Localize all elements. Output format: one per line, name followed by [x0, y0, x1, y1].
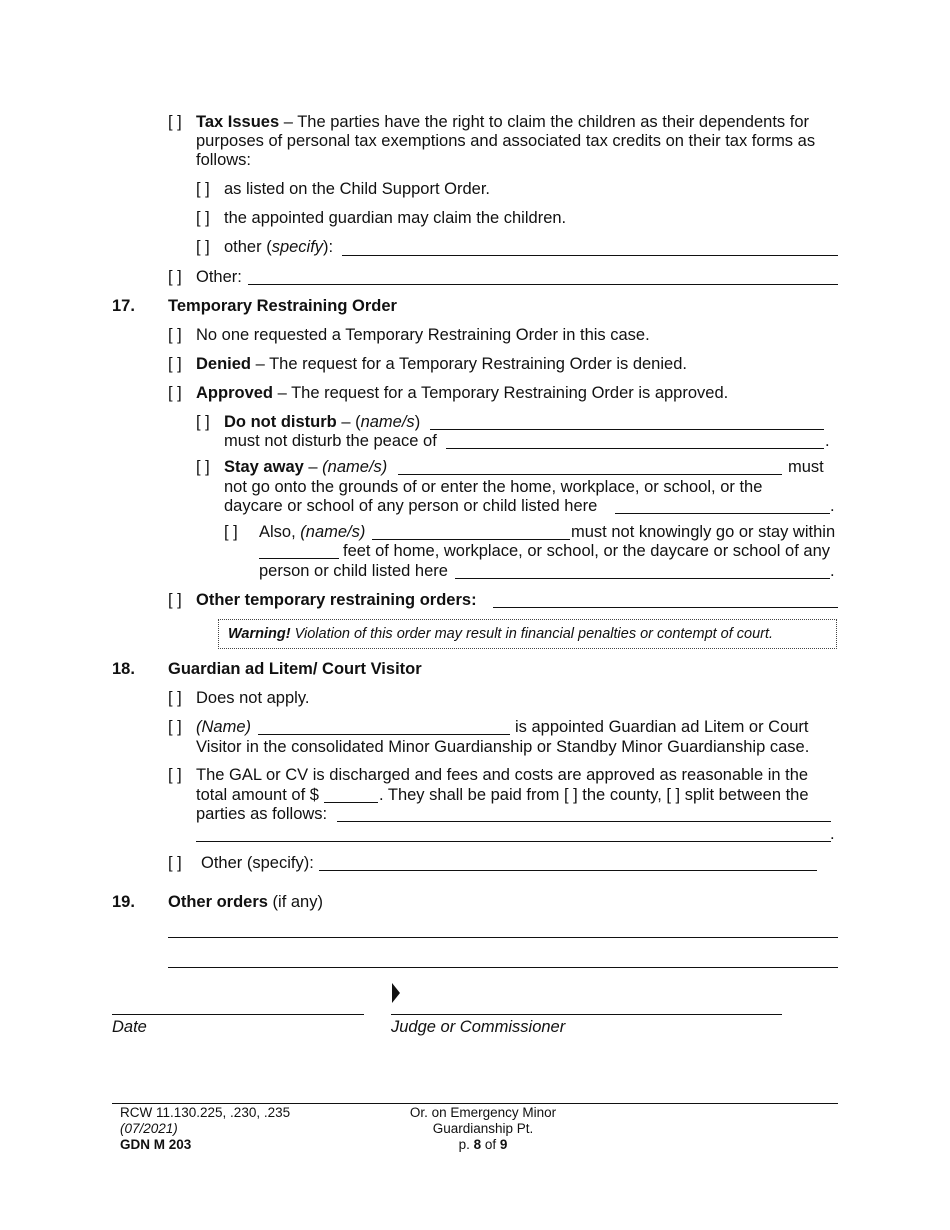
also-persons-field[interactable]	[455, 578, 830, 579]
gal-discharged-line-1: The GAL or CV is discharged and fees and costs are approved as reasonable in the	[196, 766, 809, 784]
footer-title-2: Guardianship Pt.	[432, 1121, 534, 1136]
footer-left	[120, 1105, 290, 1153]
footer-divider	[112, 1103, 838, 1104]
gal-appointed-line-2: Visitor in the consolidated Minor Guardianship or Standby Minor Guardianship case.	[196, 738, 810, 756]
also-line-3: person or child listed here	[259, 562, 448, 580]
gal-other-label: Other (specify):	[201, 854, 314, 872]
judge-label: Judge or Commissioner	[391, 1018, 566, 1036]
checkbox-do-not-disturb[interactable]: [ ]	[196, 413, 210, 431]
date-label: Date	[112, 1018, 147, 1036]
checkbox-stay-away[interactable]: [ ]	[196, 458, 210, 476]
gal-does-not-apply-text: Does not apply.	[196, 689, 310, 707]
section-19-title: Other orders (if any)	[168, 893, 323, 911]
judge-signature-field[interactable]	[391, 1014, 782, 1015]
tax-option-other-label: other (specify):	[224, 238, 334, 256]
checkbox-tax-other[interactable]: [ ]	[196, 238, 210, 256]
do-not-disturb-peace-field[interactable]	[446, 448, 824, 449]
tax-issues-text: – The parties have the right to claim the children as their dependents for	[279, 113, 810, 131]
gal-name-label: (Name)	[196, 718, 252, 736]
gal-discharged-line-3: parties as follows:	[196, 805, 328, 823]
tax-issues-text-2: purposes of personal tax exemptions and associated tax credits on their tax forms as	[196, 132, 816, 150]
gal-parties-period: .	[830, 825, 835, 843]
checkbox-other-16[interactable]: [ ]	[168, 268, 182, 286]
other-16-label: Other:	[196, 268, 242, 286]
also-feet-field[interactable]	[259, 558, 339, 559]
section-18-number: 18.	[112, 660, 135, 678]
stay-away-label: Stay away – (name/s)	[224, 458, 388, 476]
warning-label: Warning!	[228, 626, 291, 642]
stay-away-names-field[interactable]	[398, 474, 782, 475]
section-17-title: Temporary Restraining Order	[168, 297, 397, 315]
other-orders-field-1[interactable]	[168, 937, 838, 938]
stay-away-period: .	[830, 497, 835, 515]
footer-revision: (07/2021)	[120, 1121, 178, 1136]
checkbox-gal-appointed[interactable]: [ ]	[168, 718, 182, 736]
gal-parties-field-2[interactable]	[196, 841, 831, 842]
tax-issues-text-3: follows:	[196, 151, 252, 169]
warning-box	[218, 619, 837, 649]
do-not-disturb-period: .	[825, 432, 830, 450]
footer-page: p. 8 of 9	[458, 1137, 508, 1152]
stay-away-persons-field[interactable]	[615, 513, 830, 514]
footer-form-number: GDN M 203	[120, 1137, 192, 1152]
other-16-field[interactable]	[248, 284, 838, 285]
footer-title-1: Or. on Emergency Minor	[409, 1105, 557, 1120]
stay-away-line-2: not go onto the grounds of or enter the home, workplace, or school, or the	[224, 478, 763, 496]
sign-here-arrow-icon	[392, 983, 400, 1003]
warning-text: Violation of this order may result in financial penalties or contempt of court.	[290, 626, 774, 642]
section-19-number: 19.	[112, 893, 135, 911]
also-line-2: feet of home, workplace, or school, or the daycare or school of any	[343, 542, 831, 560]
date-field[interactable]	[112, 1014, 364, 1015]
section-17-number: 17.	[112, 297, 135, 315]
gal-amount-field[interactable]	[324, 802, 378, 803]
checkbox-tax-guardian[interactable]: [ ]	[196, 209, 210, 227]
gal-other-field[interactable]	[319, 870, 817, 871]
do-not-disturb-line-2: must not disturb the peace of	[224, 432, 437, 450]
also-names-field[interactable]	[372, 539, 570, 540]
stay-away-line-3: daycare or school of any person or child listed here	[224, 497, 598, 515]
do-not-disturb-label: Do not disturb – (name/s)	[224, 413, 421, 431]
gal-appointed-text: is appointed Guardian ad Litem or Court	[515, 718, 809, 736]
tax-option-guardian: the appointed guardian may claim the children.	[224, 209, 567, 227]
checkbox-tro-denied[interactable]: [ ]	[168, 355, 182, 373]
gal-discharged-line-2a: total amount of $	[196, 786, 319, 804]
checkbox-gal-other[interactable]: [ ]	[168, 854, 182, 872]
section-18-title: Guardian ad Litem/ Court Visitor	[168, 660, 422, 678]
stay-away-must: must	[788, 458, 824, 476]
checkbox-other-tro[interactable]: [ ]	[168, 591, 182, 609]
tro-approved-text: Approved – The request for a Temporary Restraining Order is approved.	[196, 384, 729, 402]
gal-parties-field-1[interactable]	[337, 821, 831, 822]
other-tro-label: Other temporary restraining orders:	[196, 591, 477, 609]
other-orders-field-2[interactable]	[168, 967, 838, 968]
tro-none-text: No one requested a Temporary Restraining Order in this case.	[196, 326, 650, 344]
checkbox-tax-issues[interactable]: [ ]	[168, 113, 182, 131]
footer-center	[383, 1105, 583, 1153]
also-must-text: must not knowingly go or stay within	[571, 523, 836, 541]
checkbox-also[interactable]: [ ]	[224, 523, 238, 541]
checkbox-tro-none[interactable]: [ ]	[168, 326, 182, 344]
tro-denied-text: Denied – The request for a Temporary Restraining Order is denied.	[196, 355, 687, 373]
tax-issues-title: Tax Issues	[196, 113, 280, 131]
gal-discharged-line-2b: . They shall be paid from [ ] the county, [ ] split between the	[379, 786, 809, 804]
other-tro-field[interactable]	[493, 607, 838, 608]
checkbox-gal-discharged[interactable]: [ ]	[168, 766, 182, 784]
do-not-disturb-names-field[interactable]	[430, 429, 824, 430]
footer-rcw: RCW 11.130.225, .230, .235	[120, 1105, 291, 1120]
checkbox-tro-approved[interactable]: [ ]	[168, 384, 182, 402]
gal-name-field[interactable]	[258, 734, 510, 735]
checkbox-gal-does-not-apply[interactable]: [ ]	[168, 689, 182, 707]
tax-option-child-support: as listed on the Child Support Order.	[224, 180, 490, 198]
also-period: .	[830, 562, 835, 580]
tax-issues-paragraph	[196, 113, 809, 133]
also-label: Also, (name/s)	[259, 523, 366, 541]
tax-other-field[interactable]	[342, 255, 838, 256]
checkbox-tax-child-support[interactable]: [ ]	[196, 180, 210, 198]
